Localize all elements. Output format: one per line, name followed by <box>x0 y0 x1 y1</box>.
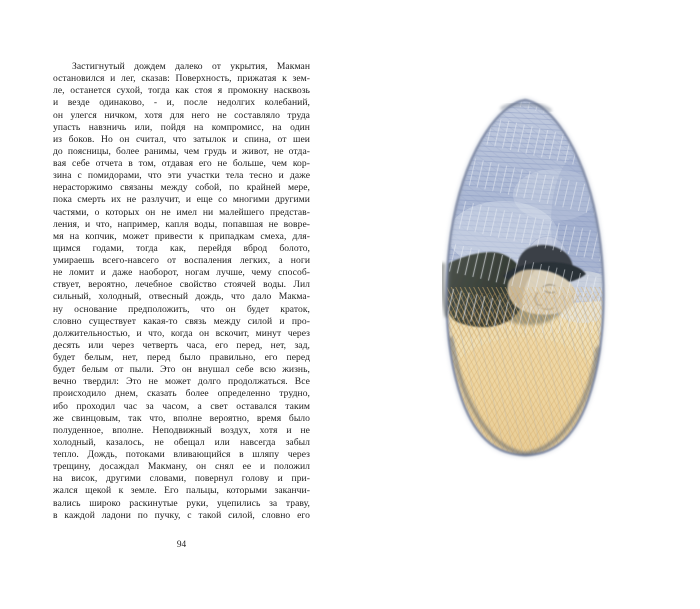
illustration-man-lying-in-rain <box>405 95 645 515</box>
text-line: холодный, казалось, не обещал или навсегда забыл <box>53 436 310 448</box>
text-line: нерасторжимо связаны между собой, по крайней мере, <box>53 182 310 194</box>
text-line: Застигнутый дождем далеко от укрытия, Макман <box>72 61 310 72</box>
text-line: полуденное, вполне. Неподвижный воздух, хотя и не <box>53 424 310 436</box>
text-line: зина с помидорами, что эти участки тела тесно и даже <box>53 170 310 182</box>
text-line: ствует, вероятно, лечебное свойство стоячей воды. Лил <box>53 279 310 291</box>
text-line: до поясницы, более ранимы, чем грудь и живот, не отда- <box>53 145 310 157</box>
text-line: ле, останется сухой, тогда как стоя я промокну насквозь <box>53 85 310 97</box>
text-line: десять или через четверть часа, его перед, нет, зад, <box>53 339 310 351</box>
text-line: вая себе отчета в том, отдавая его не больше, чем кор- <box>53 158 310 169</box>
text-line: щимся годами, тогда как, перейдя вброд болото, <box>53 242 310 254</box>
text-line: ну основание предположить, что он будет краток, <box>53 303 310 315</box>
text-line: будет белым, нет, перед было правильно, его перед <box>53 352 310 363</box>
text-line: он улегся ничком, хотя для него не составляло труда <box>53 109 310 121</box>
text-line: на висок, другими словами, повернул голову и при- <box>53 473 310 485</box>
text-line: и везде одинаково, - и, после недолгих колебаний, <box>53 97 310 109</box>
text-line: мя на копчик, может привести к припадкам смеха, для- <box>53 230 310 242</box>
text-line: пока смерть их не разлучит, и еще со многими другими <box>53 194 310 206</box>
text-line: не ломит и даже наоборот, ногам лучше, чему способ- <box>53 267 310 279</box>
text-line: будет белым от пыли. Это он внушал себе всю жизнь, <box>53 364 310 376</box>
text-line: должительностью, и что, когда он вскочит, минут через <box>53 327 310 339</box>
text-line: частями, о которых он не имел ни малейшего представ- <box>53 206 310 218</box>
text-line: сильный, холодный, отвесный дождь, что дало Макма- <box>53 291 310 303</box>
text-line: трещину, досаждал Макману, он снял ее и положил <box>53 461 310 473</box>
rain-streaks <box>405 95 645 333</box>
text-line: жался щекой к земле. Его пальцы, которыми заканчи- <box>53 485 310 497</box>
oval-vignette <box>405 95 645 515</box>
text-line: остановился и лег, сказав: Поверхность, прижатая к зем- <box>53 73 310 85</box>
text-line: ибо проходил час за часом, а свет оставался таким <box>53 400 310 412</box>
text-line: в каждой ладони по пучку, с такой силой, словно его <box>53 509 310 521</box>
text-line: вались широко раскинутые руки, уцепились за траву, <box>53 497 310 509</box>
text-line: из боков. Но он считал, что затылок и спина, от шеи <box>53 133 310 145</box>
text-line: упасть навзничь или, пойдя на компромисс, на один <box>53 121 310 133</box>
text-line: умираешь всего-навсего от воспаления легких, а ноги <box>53 255 310 266</box>
text-line: же свинцовым, так что, вполне вероятно, время было <box>53 412 310 424</box>
text-line: словно существует какая-то связь между силой и про- <box>53 315 310 327</box>
text-line: тепло. Дождь, потоками вливающийся в шляпу через <box>53 449 310 460</box>
text-line: происходило днем, сказать более определенно трудно, <box>53 388 310 400</box>
page-number: 94 <box>176 540 187 550</box>
text-line: ления, и что, например, капля воды, попавшая не вовре- <box>53 218 310 230</box>
paragraph-text <box>53 61 310 522</box>
text-line: вечно твердил: Это не может долго продолжаться. Все <box>53 376 310 388</box>
